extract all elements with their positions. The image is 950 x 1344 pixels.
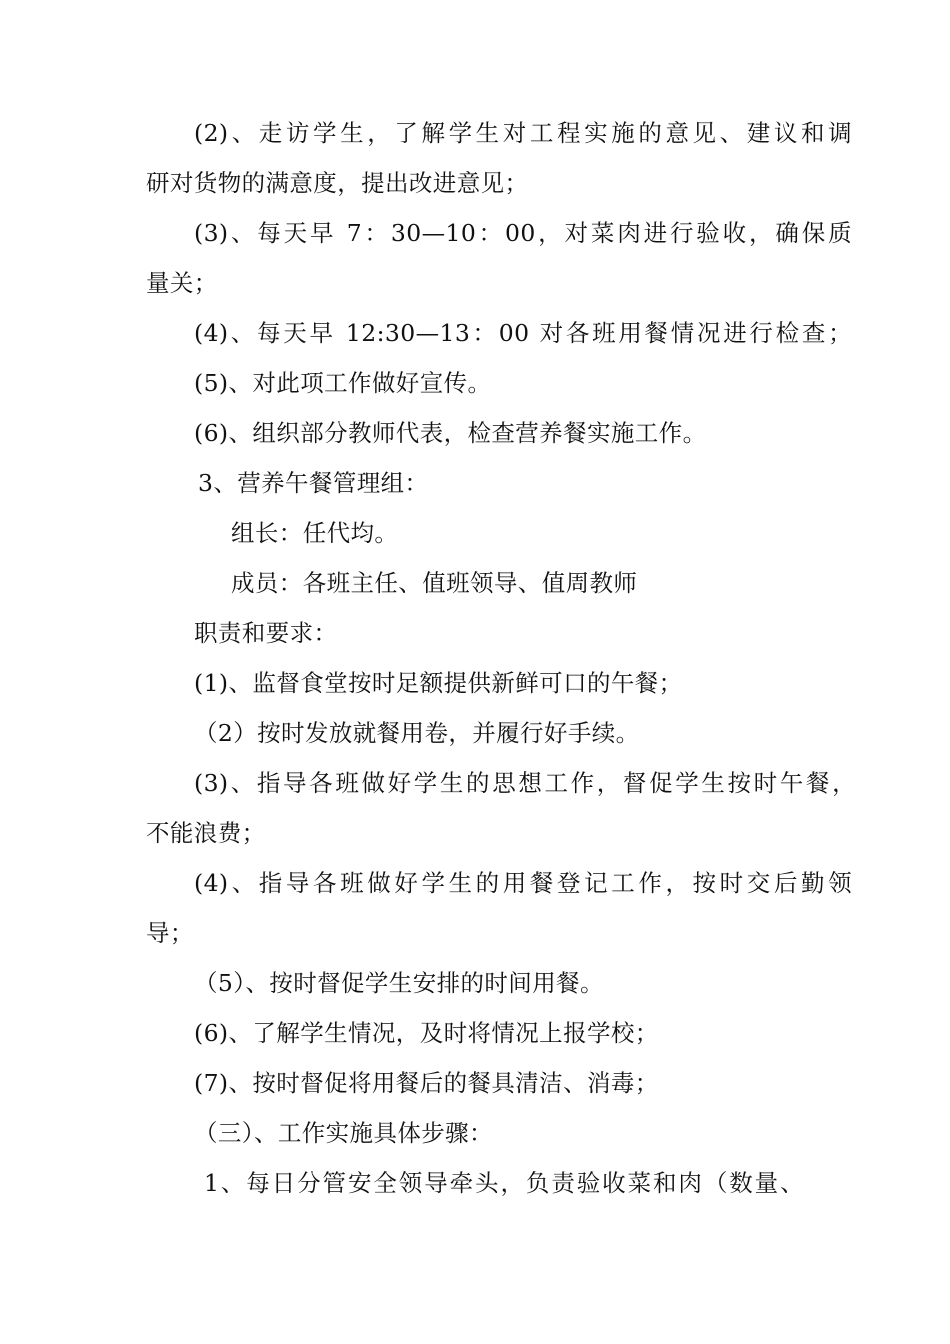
- text-line-6: (5)、对此项工作做好宣传。: [194, 369, 492, 397]
- text-line-duties-heading: 职责和要求：: [194, 619, 338, 647]
- text-line-12: (1)、监督食堂按时足额提供新鲜可口的午餐；: [194, 669, 683, 697]
- text-line-17: 导；: [146, 919, 194, 947]
- text-line-16: (4)、指导各班做好学生的用餐登记工作，按时交后勤领: [194, 869, 852, 897]
- text-line-1: (2)、走访学生，了解学生对工程实施的意见、建议和调: [194, 119, 852, 147]
- section-heading-three: （三）、工作实施具体步骤：: [194, 1119, 493, 1147]
- text-line-18: （5）、按时督促学生安排的时间用餐。: [194, 969, 604, 997]
- section-heading-3: 3、营养午餐管理组：: [198, 469, 429, 497]
- text-line-14: (3)、指导各班做好学生的思想工作，督促学生按时午餐，: [194, 769, 856, 797]
- text-line-22: 1、每日分管安全领导牵头，负责验收菜和肉（数量、: [204, 1169, 804, 1197]
- text-line-3: (3)、每天早 7：30—10：00，对菜肉进行验收，确保质: [194, 219, 852, 247]
- text-line-13: （2）按时发放就餐用卷，并履行好手续。: [194, 719, 640, 747]
- text-line-2: 研对货物的满意度，提出改进意见；: [146, 169, 529, 197]
- text-line-15: 不能浪费；: [146, 819, 266, 847]
- text-line-7: (6)、组织部分教师代表，检查营养餐实施工作。: [194, 419, 707, 447]
- text-line-members: 成员：各班主任、值班领导、值周教师: [231, 569, 638, 597]
- text-line-20: (7)、按时督促将用餐后的餐具清洁、消毒；: [194, 1069, 659, 1097]
- text-line-5: (4)、每天早 12:30—13：00 对各班用餐情况进行检查；: [194, 319, 852, 347]
- text-line-19: (6)、了解学生情况，及时将情况上报学校；: [194, 1019, 659, 1047]
- text-line-4: 量关；: [146, 269, 218, 297]
- text-line-group-leader: 组长：任代均。: [231, 519, 399, 547]
